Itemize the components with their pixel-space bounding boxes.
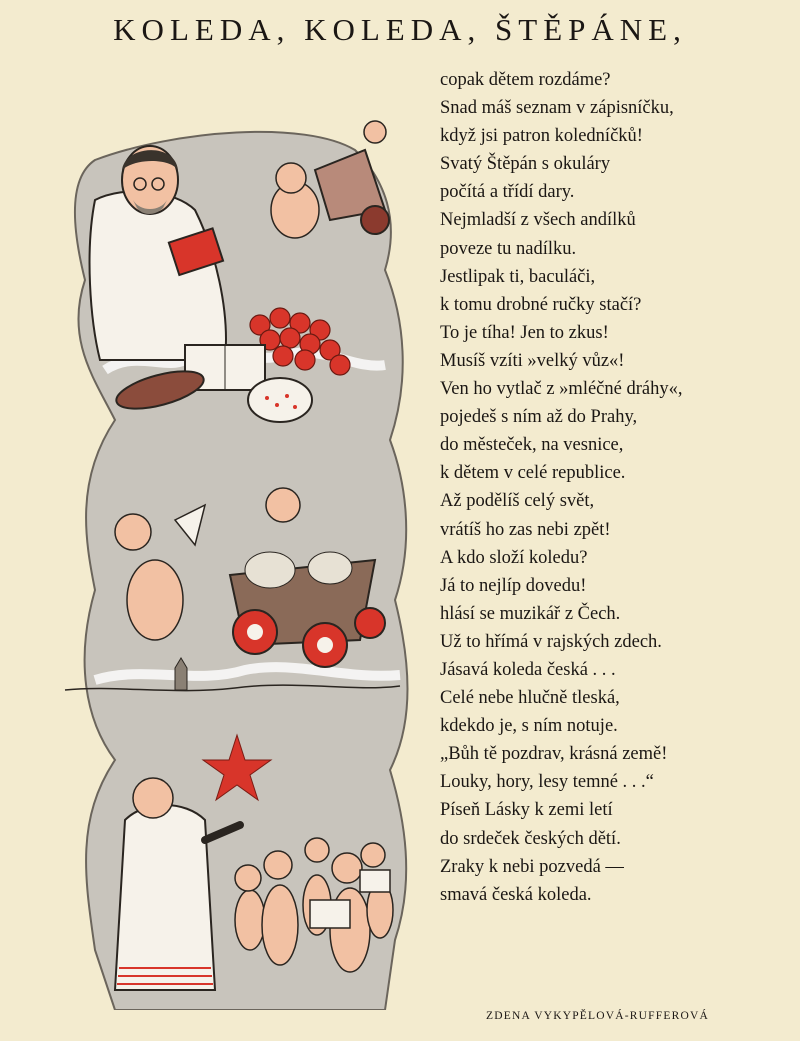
poem-line: Musíš vzíti »velký vůz«! — [440, 350, 625, 371]
poem-line: k tomu drobné ručky stačí? — [440, 294, 642, 315]
author-name: ZDENA VYKYPĚLOVÁ-RUFFEROVÁ — [486, 1010, 709, 1022]
poem-line: Ven ho vytlač z »mléčné dráhy«, — [440, 379, 683, 400]
poem-text — [440, 66, 780, 909]
poem-line: počítá a třídí dary. — [440, 182, 575, 203]
poem-line: když jsi patron koledníčků! — [440, 126, 643, 147]
poem-line: poveze tu nadílku. — [440, 238, 577, 259]
poem-line: k dětem v celé republice. — [440, 463, 626, 484]
poem-line: Já to nejlíp dovedu! — [440, 575, 587, 596]
illustration — [55, 120, 420, 1010]
poem-line: vrátíš ho zas nebi zpět! — [440, 519, 611, 540]
poem-line: kdekdo je, s ním notuje. — [440, 716, 618, 737]
poem-line: Jestlipak ti, baculáči, — [440, 266, 596, 287]
poem-line: A kdo složí koledu? — [440, 547, 588, 568]
poem-line: To je tíha! Jen to zkus! — [440, 322, 609, 343]
poem-line: Celé nebe hlučně tleská, — [440, 688, 620, 709]
poem-line: Nejmladší z všech andílků — [440, 210, 636, 231]
poem-line: Už to hřímá v rajských zdech. — [440, 631, 662, 652]
poem-line: pojedeš s ním až do Prahy, — [440, 407, 638, 428]
poem-line: do městeček, na vesnice, — [440, 435, 624, 456]
poem-line: Zraky k nebi pozvedá — — [440, 856, 624, 877]
poem-title: KOLEDA, KOLEDA, ŠTĚPÁNE, — [113, 12, 687, 47]
illustration-drawing — [55, 120, 420, 1010]
poem-line: hlásí se muzikář z Čech. — [440, 603, 621, 624]
poem-line: do srdeček českých dětí. — [440, 828, 621, 849]
poem-line: Píseň Lásky k zemi letí — [440, 800, 613, 821]
poem-line: Louky, hory, lesy temné . . .“ — [440, 772, 654, 793]
poem-line: Snad máš seznam v zápisníčku, — [440, 98, 674, 119]
poem-line: Svatý Štěpán s okuláry — [440, 154, 611, 175]
poem-line: smavá česká koleda. — [440, 884, 592, 905]
poem-line: „Bůh tě pozdrav, krásná země! — [440, 744, 668, 765]
poem-line: Až podělíš celý svět, — [440, 491, 595, 512]
poem-line: copak dětem rozdáme? — [440, 70, 611, 90]
poem-line: Jásavá koleda česká . . . — [440, 659, 616, 680]
